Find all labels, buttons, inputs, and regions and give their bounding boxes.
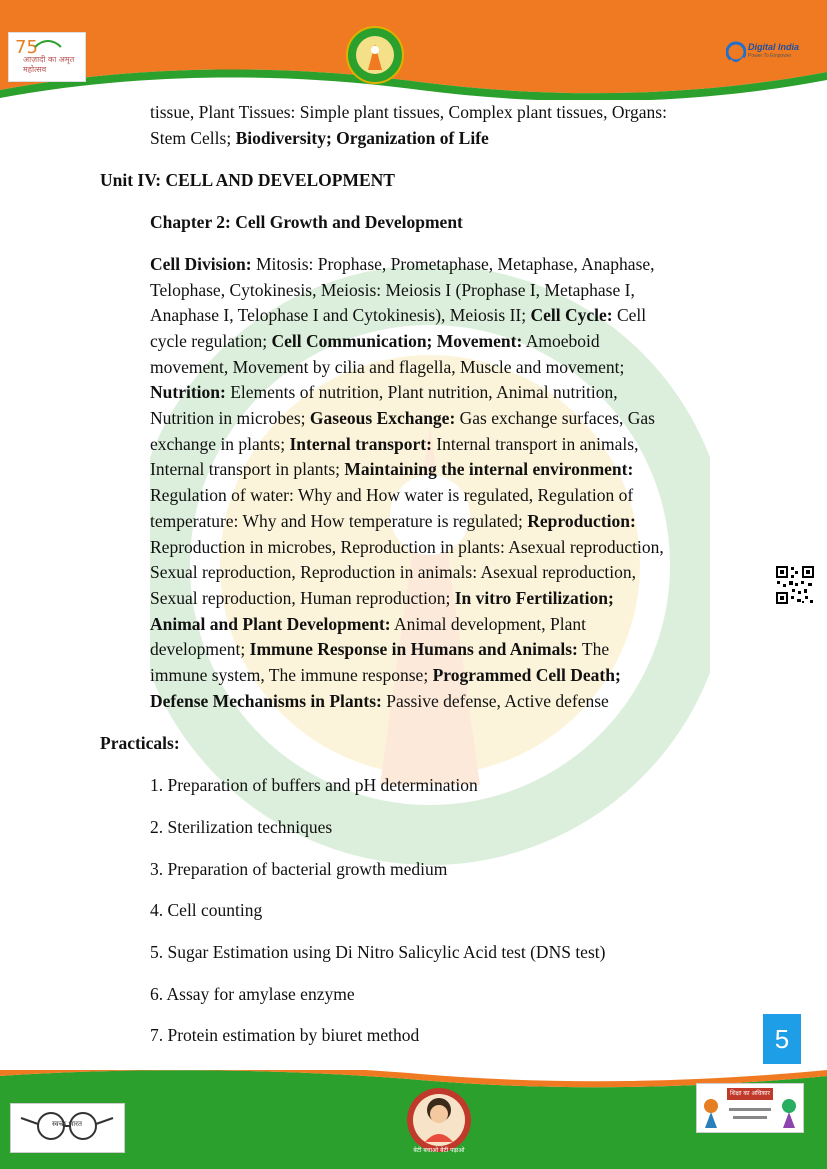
paragraph-line (150, 431, 638, 457)
azadi-ka-amrit-mahotsav-logo (8, 32, 86, 82)
paragraph-line (150, 585, 614, 611)
paragraph-line (150, 277, 635, 303)
term: Maintaining the internal environment: (344, 459, 634, 479)
term: In vitro Fertilization; (454, 588, 614, 608)
text: Sexual reproduction, Human reproduction; (150, 588, 455, 608)
text: development; (150, 639, 250, 659)
digital-india-logo (726, 36, 798, 72)
chapter-heading: Chapter 2: Cell Growth and Development (150, 212, 463, 232)
university-emblem (346, 26, 404, 84)
swachh-bharat-logo (10, 1103, 125, 1153)
beti-bachao-text: बेटी बचाओ बेटी पढ़ाओ (413, 1147, 465, 1154)
term: Immune Response in Humans and Animals: (249, 639, 578, 659)
text: Telophase, Cytokinesis, Meiosis: Meiosis I (Prophase I, Metaphase I, (150, 280, 635, 300)
term: Defense Mechanisms in Plants: (150, 691, 382, 711)
svg-text:75: 75 (15, 37, 38, 58)
text: Gas exchange surfaces, Gas (455, 408, 655, 428)
text: Nutrition in microbes; (150, 408, 310, 428)
continuation-line-1: tissue, Plant Tissues: Simple plant tissues, Complex plant tissues, Organs: (150, 102, 667, 122)
paragraph-line (150, 302, 646, 328)
paragraph-line (150, 405, 655, 431)
practical-item: 1. Preparation of buffers and pH determination (150, 775, 478, 795)
paragraph-line (150, 328, 600, 354)
text: Internal transport in plants; (150, 459, 345, 479)
paragraph-line (150, 534, 664, 560)
term: Gaseous Exchange: (309, 408, 456, 428)
paragraph-line (150, 636, 609, 662)
text: immune system, The immune response; (150, 665, 433, 685)
text: Cell (612, 305, 647, 325)
text: Passive defense, Active defense (381, 691, 609, 711)
text: Elements of nutrition, Plant nutrition, Animal nutrition, (225, 382, 618, 402)
paragraph-line (150, 251, 655, 277)
paragraph-line (150, 662, 621, 688)
paragraph-line (150, 354, 624, 380)
text: Regulation of water: Why and How water is regulated, Regulation of (150, 485, 634, 505)
digital-india-tagline: Power To Empower (748, 53, 792, 59)
text: Animal development, Plant (390, 614, 587, 634)
unit-heading: Unit IV: CELL AND DEVELOPMENT (100, 170, 395, 190)
term: Nutrition: (150, 382, 226, 402)
text: Sexual reproduction, Reproduction in animals: Asexual reproduction, (150, 562, 637, 582)
azadi-logo-text: आज़ादी का अमृत महोत्सव (23, 55, 75, 74)
term: Cell Division: (150, 254, 252, 274)
paragraph-line (150, 688, 609, 714)
swachh-bharat-text: स्वच्छ भारत (52, 1120, 82, 1128)
text: exchange in plants; (150, 434, 290, 454)
text: The (577, 639, 610, 659)
practical-item: 2. Sterilization techniques (150, 817, 333, 837)
page-number: 5 (763, 1014, 801, 1064)
text: Amoeboid (522, 331, 600, 351)
practical-item: 6. Assay for amylase enzyme (150, 984, 355, 1004)
term: Programmed Cell Death; (432, 665, 621, 685)
qr-code[interactable] (775, 565, 815, 605)
practicals-heading: Practicals: (100, 733, 180, 753)
continuation-text: Stem Cells; (150, 128, 236, 148)
digital-india-title: Digital India (748, 42, 800, 52)
text: Internal transport in animals, (431, 434, 639, 454)
practical-item: 4. Cell counting (150, 900, 263, 920)
text: Mitosis: Prophase, Prometaphase, Metaphase, Anaphase, (251, 254, 655, 274)
paragraph-line (150, 482, 633, 508)
shiksha-ka-adhikar-logo (696, 1083, 804, 1133)
continuation-line-2 (150, 125, 489, 151)
term: Internal transport: (289, 434, 432, 454)
term: Reproduction: (527, 511, 636, 531)
term: Cell Communication; Movement: (271, 331, 523, 351)
text: movement, Movement by cilia and flagella, Muscle and movement; (150, 357, 625, 377)
paragraph-line (150, 379, 618, 405)
practical-item: 7. Protein estimation by biuret method (150, 1025, 420, 1045)
text: Anaphase I, Telophase I and Cytokinesis), Meiosis II; (150, 305, 531, 325)
header-band (0, 0, 827, 100)
practical-item: 5. Sugar Estimation using Di Nitro Salicylic Acid test (DNS test) (150, 942, 606, 962)
shiksha-text: शिक्षा का अधिकार (730, 1090, 770, 1097)
paragraph-line (150, 456, 633, 482)
text: temperature: Why and How temperature is regulated; (150, 511, 528, 531)
term: Cell Cycle: (530, 305, 613, 325)
text: cycle regulation; (150, 331, 272, 351)
practical-item: 3. Preparation of bacterial growth medium (150, 859, 448, 879)
paragraph-line (150, 611, 586, 637)
text: Reproduction in microbes, Reproduction in plants: Asexual reproduction, (150, 537, 664, 557)
paragraph-line (150, 508, 636, 534)
paragraph-line (150, 559, 636, 585)
continuation-bold: Biodiversity; Organization of Life (235, 128, 489, 148)
term: Animal and Plant Development: (150, 614, 391, 634)
beti-bachao-logo (405, 1080, 473, 1160)
